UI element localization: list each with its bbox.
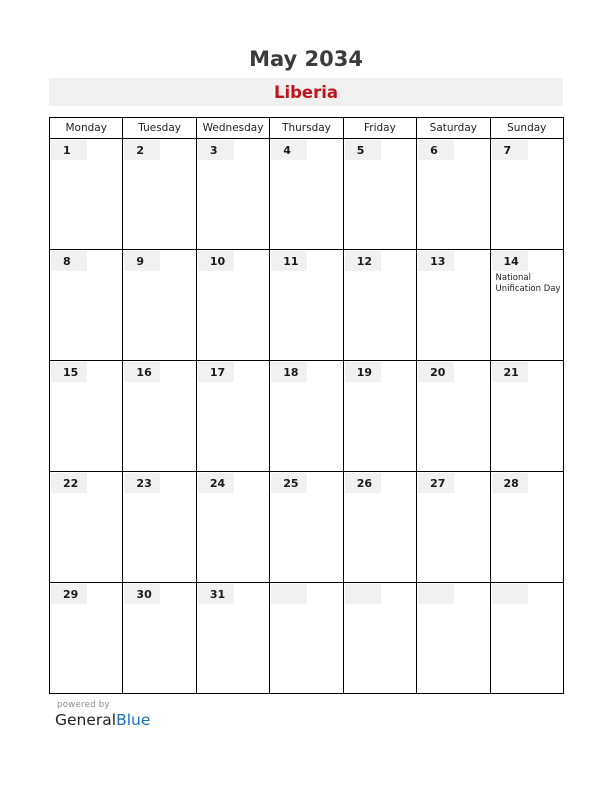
day-cell — [343, 583, 416, 694]
brand-name-part2: Blue — [116, 711, 151, 729]
day-number: 24 — [198, 473, 234, 493]
week-row — [50, 472, 564, 583]
day-cell — [490, 361, 563, 472]
day-cell — [343, 472, 416, 583]
day-number: 21 — [492, 362, 528, 382]
day-cell — [343, 139, 416, 250]
day-number — [345, 584, 381, 604]
calendar-grid — [49, 117, 564, 694]
day-cell — [417, 361, 490, 472]
brand-name-part1: General — [55, 711, 117, 729]
day-cell — [270, 250, 343, 361]
day-number: 28 — [492, 473, 528, 493]
day-cell — [50, 250, 123, 361]
day-number: 11 — [271, 251, 307, 271]
day-cell — [50, 472, 123, 583]
day-number: 3 — [198, 140, 234, 160]
day-number: 2 — [124, 140, 160, 160]
day-number: 25 — [271, 473, 307, 493]
day-cell — [196, 361, 269, 472]
day-number: 12 — [345, 251, 381, 271]
day-cell — [123, 472, 196, 583]
day-cell — [196, 250, 269, 361]
footer-branding — [55, 700, 150, 729]
country-name: Liberia — [273, 83, 339, 102]
day-number — [492, 584, 528, 604]
day-number: 26 — [345, 473, 381, 493]
day-cell — [123, 250, 196, 361]
day-number: 6 — [418, 140, 454, 160]
day-number: 1 — [51, 140, 87, 160]
day-cell — [50, 583, 123, 694]
day-number: 5 — [345, 140, 381, 160]
brand-logo — [55, 711, 150, 729]
day-cell — [196, 472, 269, 583]
day-number: 16 — [124, 362, 160, 382]
weekday-header: Wednesday — [196, 118, 269, 139]
day-number: 22 — [51, 473, 87, 493]
day-number: 29 — [51, 584, 87, 604]
day-cell — [417, 583, 490, 694]
day-number: 8 — [51, 251, 87, 271]
day-cell — [417, 139, 490, 250]
week-row — [50, 139, 564, 250]
day-cell — [490, 583, 563, 694]
day-cell — [490, 250, 563, 361]
day-number: 7 — [492, 140, 528, 160]
day-number: 14 — [492, 251, 528, 271]
day-number: 27 — [418, 473, 454, 493]
weekday-header-row — [50, 118, 564, 139]
weekday-header: Friday — [343, 118, 416, 139]
day-number: 20 — [418, 362, 454, 382]
holiday-label: National Unification Day — [495, 273, 561, 294]
day-cell — [50, 361, 123, 472]
day-cell — [417, 250, 490, 361]
day-cell — [343, 250, 416, 361]
day-cell — [196, 139, 269, 250]
page-title: May 2034 — [249, 47, 363, 71]
day-cell — [270, 139, 343, 250]
day-number: 4 — [271, 140, 307, 160]
weekday-header: Monday — [50, 118, 123, 139]
weekday-header: Sunday — [490, 118, 563, 139]
day-cell — [123, 139, 196, 250]
day-number: 30 — [124, 584, 160, 604]
day-cell — [196, 583, 269, 694]
weekday-header: Tuesday — [123, 118, 196, 139]
weekday-header: Saturday — [417, 118, 490, 139]
day-number: 23 — [124, 473, 160, 493]
day-number — [418, 584, 454, 604]
day-number: 13 — [418, 251, 454, 271]
day-cell — [270, 472, 343, 583]
day-cell — [50, 139, 123, 250]
day-number: 15 — [51, 362, 87, 382]
day-number: 18 — [271, 362, 307, 382]
day-number: 31 — [198, 584, 234, 604]
day-cell — [123, 583, 196, 694]
day-cell — [490, 472, 563, 583]
day-number: 10 — [198, 251, 234, 271]
day-cell — [270, 361, 343, 472]
day-cell — [490, 139, 563, 250]
week-row — [50, 361, 564, 472]
powered-by-text: powered by — [57, 700, 110, 710]
week-row — [50, 250, 564, 361]
day-cell — [417, 472, 490, 583]
day-number: 9 — [124, 251, 160, 271]
day-number: 19 — [345, 362, 381, 382]
day-number: 17 — [198, 362, 234, 382]
day-cell — [123, 361, 196, 472]
day-cell — [343, 361, 416, 472]
day-number — [271, 584, 307, 604]
week-row — [50, 583, 564, 694]
day-cell — [270, 583, 343, 694]
weekday-header: Thursday — [270, 118, 343, 139]
country-banner — [49, 78, 563, 106]
